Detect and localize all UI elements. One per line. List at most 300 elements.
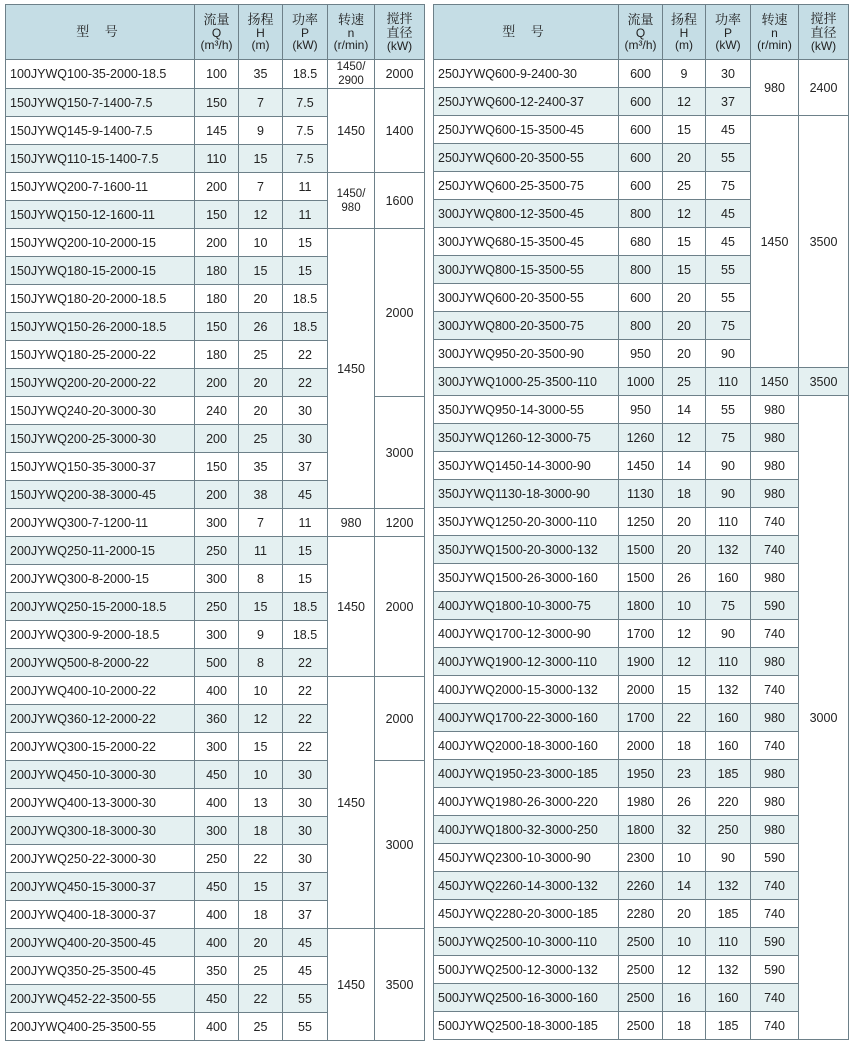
- cell-head: 20: [663, 900, 706, 928]
- cell-speed: 1450: [328, 929, 375, 1041]
- cell-model: 300JYWQ800-15-3500-55: [434, 256, 619, 284]
- cell-power: 90: [706, 340, 751, 368]
- cell-power: 37: [706, 88, 751, 116]
- table-row: [434, 116, 849, 144]
- cell-power: 15: [283, 565, 328, 593]
- cell-flow: 250: [195, 845, 239, 873]
- cell-model: 150JYWQ180-15-2000-15: [6, 257, 195, 285]
- cell-power: 7.5: [283, 117, 328, 145]
- cell-flow: 200: [195, 229, 239, 257]
- cell-model: 350JYWQ1500-26-3000-160: [434, 564, 619, 592]
- cell-model: 400JYWQ1700-12-3000-90: [434, 620, 619, 648]
- cell-model: 500JYWQ2500-18-3000-185: [434, 1012, 619, 1040]
- cell-flow: 1000: [619, 368, 663, 396]
- cell-power: 18.5: [283, 60, 328, 89]
- header-speed: 转速 n (r/min): [751, 5, 799, 60]
- cell-head: 15: [663, 256, 706, 284]
- cell-power: 110: [706, 648, 751, 676]
- cell-model: 350JYWQ1250-20-3000-110: [434, 508, 619, 536]
- cell-flow: 950: [619, 396, 663, 424]
- table-row: [434, 900, 849, 928]
- cell-flow: 800: [619, 200, 663, 228]
- cell-flow: 200: [195, 369, 239, 397]
- cell-power: 220: [706, 788, 751, 816]
- cell-model: 200JYWQ400-10-2000-22: [6, 677, 195, 705]
- cell-flow: 400: [195, 677, 239, 705]
- cell-flow: 150: [195, 313, 239, 341]
- cell-flow: 2300: [619, 844, 663, 872]
- cell-power: 55: [706, 396, 751, 424]
- table-row: [434, 60, 849, 88]
- table-row: [6, 509, 425, 537]
- cell-flow: 2260: [619, 872, 663, 900]
- table-row: [6, 537, 425, 565]
- cell-stirrer-diameter: 1600: [375, 173, 425, 229]
- cell-flow: 1260: [619, 424, 663, 452]
- cell-power: 11: [283, 173, 328, 201]
- table-row: [434, 508, 849, 536]
- cell-model: 400JYWQ1800-10-3000-75: [434, 592, 619, 620]
- cell-head: 12: [239, 201, 283, 229]
- table-row: [434, 592, 849, 620]
- cell-head: 32: [663, 816, 706, 844]
- cell-flow: 150: [195, 201, 239, 229]
- table-row: [434, 480, 849, 508]
- cell-power: 185: [706, 1012, 751, 1040]
- cell-stirrer-diameter: 3500: [799, 368, 849, 396]
- cell-power: 90: [706, 452, 751, 480]
- header-power: 功率 P (kW): [706, 5, 751, 60]
- table-header-row: [6, 5, 425, 60]
- cell-model: 100JYWQ100-35-2000-18.5: [6, 60, 195, 89]
- table-row: [434, 564, 849, 592]
- cell-model: 450JYWQ2280-20-3000-185: [434, 900, 619, 928]
- cell-flow: 150: [195, 89, 239, 117]
- cell-power: 55: [283, 985, 328, 1013]
- cell-power: 45: [706, 200, 751, 228]
- cell-flow: 400: [195, 1013, 239, 1041]
- cell-model: 250JYWQ600-20-3500-55: [434, 144, 619, 172]
- cell-speed: 1450: [328, 677, 375, 929]
- cell-model: 200JYWQ500-8-2000-22: [6, 649, 195, 677]
- cell-head: 35: [239, 453, 283, 481]
- cell-power: 30: [283, 817, 328, 845]
- cell-flow: 180: [195, 341, 239, 369]
- cell-stirrer-diameter: 2000: [375, 677, 425, 761]
- cell-model: 300JYWQ950-20-3500-90: [434, 340, 619, 368]
- cell-flow: 2500: [619, 1012, 663, 1040]
- cell-stirrer-diameter: 3000: [799, 396, 849, 1040]
- table-row: [434, 648, 849, 676]
- cell-model: 150JYWQ200-10-2000-15: [6, 229, 195, 257]
- cell-head: 18: [663, 480, 706, 508]
- cell-head: 15: [239, 145, 283, 173]
- cell-speed: 980: [751, 788, 799, 816]
- cell-speed: 590: [751, 844, 799, 872]
- cell-flow: 600: [619, 284, 663, 312]
- cell-head: 20: [663, 144, 706, 172]
- cell-stirrer-diameter: 1200: [375, 509, 425, 537]
- cell-head: 20: [663, 536, 706, 564]
- cell-head: 9: [239, 117, 283, 145]
- cell-speed: 1450/ 980: [328, 173, 375, 229]
- cell-model: 200JYWQ250-22-3000-30: [6, 845, 195, 873]
- cell-speed: 740: [751, 620, 799, 648]
- cell-head: 12: [663, 424, 706, 452]
- cell-power: 30: [283, 789, 328, 817]
- cell-head: 7: [239, 89, 283, 117]
- cell-model: 400JYWQ1980-26-3000-220: [434, 788, 619, 816]
- cell-model: 150JYWQ240-20-3000-30: [6, 397, 195, 425]
- cell-power: 132: [706, 676, 751, 704]
- table-row: [434, 760, 849, 788]
- cell-model: 150JYWQ150-35-3000-37: [6, 453, 195, 481]
- cell-model: 250JYWQ600-15-3500-45: [434, 116, 619, 144]
- cell-flow: 1250: [619, 508, 663, 536]
- cell-power: 185: [706, 760, 751, 788]
- header-flow: 流量 Q (m³/h): [619, 5, 663, 60]
- cell-flow: 300: [195, 733, 239, 761]
- cell-model: 300JYWQ800-20-3500-75: [434, 312, 619, 340]
- cell-speed: 740: [751, 1012, 799, 1040]
- cell-flow: 350: [195, 957, 239, 985]
- cell-flow: 400: [195, 901, 239, 929]
- cell-flow: 1980: [619, 788, 663, 816]
- cell-head: 12: [663, 200, 706, 228]
- cell-model: 350JYWQ1500-20-3000-132: [434, 536, 619, 564]
- table-row: [434, 1012, 849, 1040]
- cell-flow: 300: [195, 509, 239, 537]
- cell-power: 160: [706, 732, 751, 760]
- cell-power: 30: [283, 845, 328, 873]
- cell-head: 16: [663, 984, 706, 1012]
- cell-power: 11: [283, 509, 328, 537]
- table-row: [6, 60, 425, 89]
- cell-flow: 1450: [619, 452, 663, 480]
- cell-head: 9: [239, 621, 283, 649]
- cell-model: 500JYWQ2500-12-3000-132: [434, 956, 619, 984]
- cell-model: 200JYWQ250-15-2000-18.5: [6, 593, 195, 621]
- cell-head: 25: [239, 341, 283, 369]
- cell-flow: 1900: [619, 648, 663, 676]
- cell-flow: 200: [195, 481, 239, 509]
- cell-flow: 1500: [619, 564, 663, 592]
- cell-model: 150JYWQ110-15-1400-7.5: [6, 145, 195, 173]
- cell-model: 150JYWQ180-25-2000-22: [6, 341, 195, 369]
- cell-model: 300JYWQ680-15-3500-45: [434, 228, 619, 256]
- cell-power: 132: [706, 872, 751, 900]
- cell-flow: 250: [195, 537, 239, 565]
- cell-speed: 980: [751, 704, 799, 732]
- cell-model: 400JYWQ2000-18-3000-160: [434, 732, 619, 760]
- cell-flow: 300: [195, 621, 239, 649]
- cell-flow: 450: [195, 873, 239, 901]
- cell-power: 45: [283, 481, 328, 509]
- cell-power: 22: [283, 705, 328, 733]
- left-spec-table: [5, 4, 425, 1041]
- header-stirrer-diameter: 搅拌 直径 (kW): [375, 5, 425, 60]
- cell-power: 22: [283, 733, 328, 761]
- cell-speed: 1450: [328, 537, 375, 677]
- header-power: 功率 P (kW): [283, 5, 328, 60]
- cell-power: 37: [283, 901, 328, 929]
- cell-flow: 110: [195, 145, 239, 173]
- cell-flow: 400: [195, 929, 239, 957]
- table-header-row: [434, 5, 849, 60]
- cell-flow: 180: [195, 285, 239, 313]
- cell-power: 160: [706, 564, 751, 592]
- cell-model: 150JYWQ150-7-1400-7.5: [6, 89, 195, 117]
- table-row: [6, 89, 425, 117]
- cell-power: 250: [706, 816, 751, 844]
- cell-power: 7.5: [283, 89, 328, 117]
- cell-stirrer-diameter: 2000: [375, 537, 425, 677]
- cell-power: 90: [706, 480, 751, 508]
- cell-model: 200JYWQ300-8-2000-15: [6, 565, 195, 593]
- cell-head: 12: [663, 620, 706, 648]
- cell-power: 18.5: [283, 313, 328, 341]
- cell-power: 37: [283, 453, 328, 481]
- cell-flow: 1130: [619, 480, 663, 508]
- cell-flow: 1700: [619, 704, 663, 732]
- cell-flow: 300: [195, 565, 239, 593]
- cell-flow: 450: [195, 985, 239, 1013]
- table-row: [434, 704, 849, 732]
- cell-head: 35: [239, 60, 283, 89]
- cell-speed: 980: [751, 648, 799, 676]
- table-row: [434, 788, 849, 816]
- cell-model: 150JYWQ200-7-1600-11: [6, 173, 195, 201]
- cell-head: 22: [663, 704, 706, 732]
- cell-power: 90: [706, 620, 751, 648]
- cell-head: 12: [239, 705, 283, 733]
- cell-model: 500JYWQ2500-16-3000-160: [434, 984, 619, 1012]
- cell-head: 23: [663, 760, 706, 788]
- cell-model: 450JYWQ2260-14-3000-132: [434, 872, 619, 900]
- cell-stirrer-diameter: 2000: [375, 60, 425, 89]
- cell-flow: 250: [195, 593, 239, 621]
- cell-head: 25: [239, 957, 283, 985]
- cell-stirrer-diameter: 3500: [799, 116, 849, 368]
- cell-power: 22: [283, 341, 328, 369]
- table-row: [434, 844, 849, 872]
- cell-head: 26: [239, 313, 283, 341]
- cell-flow: 1500: [619, 536, 663, 564]
- cell-power: 75: [706, 312, 751, 340]
- cell-model: 200JYWQ400-25-3500-55: [6, 1013, 195, 1041]
- cell-speed: 1450: [751, 116, 799, 368]
- cell-power: 30: [283, 425, 328, 453]
- table-row: [6, 677, 425, 705]
- cell-speed: 980: [751, 480, 799, 508]
- cell-flow: 200: [195, 173, 239, 201]
- cell-power: 15: [283, 537, 328, 565]
- cell-power: 37: [283, 873, 328, 901]
- cell-model: 200JYWQ450-15-3000-37: [6, 873, 195, 901]
- cell-flow: 150: [195, 453, 239, 481]
- cell-model: 450JYWQ2300-10-3000-90: [434, 844, 619, 872]
- cell-stirrer-diameter: 3000: [375, 761, 425, 929]
- cell-model: 200JYWQ400-18-3000-37: [6, 901, 195, 929]
- cell-speed: 980: [328, 509, 375, 537]
- cell-model: 400JYWQ2000-15-3000-132: [434, 676, 619, 704]
- table-row: [434, 872, 849, 900]
- cell-speed: 980: [751, 816, 799, 844]
- cell-head: 10: [663, 592, 706, 620]
- cell-model: 200JYWQ360-12-2000-22: [6, 705, 195, 733]
- cell-power: 55: [706, 144, 751, 172]
- table-row: [434, 956, 849, 984]
- cell-flow: 100: [195, 60, 239, 89]
- header-model: 型 号: [6, 5, 195, 60]
- cell-flow: 400: [195, 789, 239, 817]
- cell-flow: 1950: [619, 760, 663, 788]
- cell-head: 10: [239, 761, 283, 789]
- cell-flow: 950: [619, 340, 663, 368]
- cell-speed: 740: [751, 676, 799, 704]
- cell-speed: 1450: [328, 89, 375, 173]
- cell-head: 13: [239, 789, 283, 817]
- cell-head: 15: [239, 593, 283, 621]
- cell-head: 20: [663, 508, 706, 536]
- cell-head: 7: [239, 173, 283, 201]
- cell-power: 15: [283, 257, 328, 285]
- cell-power: 75: [706, 172, 751, 200]
- cell-head: 9: [663, 60, 706, 88]
- cell-head: 12: [663, 88, 706, 116]
- cell-power: 11: [283, 201, 328, 229]
- cell-power: 110: [706, 368, 751, 396]
- cell-speed: 980: [751, 452, 799, 480]
- cell-head: 20: [239, 285, 283, 313]
- cell-speed: 740: [751, 508, 799, 536]
- cell-model: 250JYWQ600-12-2400-37: [434, 88, 619, 116]
- cell-model: 150JYWQ200-25-3000-30: [6, 425, 195, 453]
- cell-model: 150JYWQ200-20-2000-22: [6, 369, 195, 397]
- table-row: [434, 536, 849, 564]
- cell-head: 8: [239, 565, 283, 593]
- cell-head: 15: [239, 257, 283, 285]
- cell-head: 20: [663, 340, 706, 368]
- cell-head: 20: [663, 284, 706, 312]
- cell-speed: 590: [751, 928, 799, 956]
- cell-head: 18: [239, 817, 283, 845]
- cell-model: 150JYWQ150-26-2000-18.5: [6, 313, 195, 341]
- cell-head: 25: [663, 172, 706, 200]
- cell-model: 200JYWQ300-7-1200-11: [6, 509, 195, 537]
- cell-power: 75: [706, 424, 751, 452]
- cell-stirrer-diameter: 3500: [375, 929, 425, 1041]
- cell-model: 300JYWQ1000-25-3500-110: [434, 368, 619, 396]
- cell-head: 14: [663, 872, 706, 900]
- cell-head: 15: [239, 733, 283, 761]
- cell-stirrer-diameter: 3000: [375, 397, 425, 509]
- cell-head: 20: [239, 369, 283, 397]
- cell-model: 350JYWQ1260-12-3000-75: [434, 424, 619, 452]
- table-row: [434, 396, 849, 424]
- cell-power: 132: [706, 956, 751, 984]
- cell-head: 18: [239, 901, 283, 929]
- cell-flow: 2500: [619, 928, 663, 956]
- cell-power: 15: [283, 229, 328, 257]
- cell-head: 15: [239, 873, 283, 901]
- cell-flow: 2000: [619, 676, 663, 704]
- cell-flow: 600: [619, 144, 663, 172]
- cell-speed: 740: [751, 984, 799, 1012]
- table-row: [434, 368, 849, 396]
- cell-model: 200JYWQ250-11-2000-15: [6, 537, 195, 565]
- cell-power: 45: [283, 929, 328, 957]
- cell-speed: 980: [751, 564, 799, 592]
- cell-flow: 240: [195, 397, 239, 425]
- cell-stirrer-diameter: 2400: [799, 60, 849, 116]
- cell-flow: 500: [195, 649, 239, 677]
- cell-head: 18: [663, 732, 706, 760]
- cell-head: 12: [663, 956, 706, 984]
- cell-head: 22: [239, 845, 283, 873]
- cell-power: 132: [706, 536, 751, 564]
- cell-speed: 1450/ 2900: [328, 60, 375, 89]
- cell-power: 90: [706, 844, 751, 872]
- cell-head: 15: [663, 228, 706, 256]
- cell-speed: 980: [751, 396, 799, 424]
- table-row: [6, 229, 425, 257]
- cell-head: 26: [663, 564, 706, 592]
- cell-head: 10: [663, 844, 706, 872]
- cell-speed: 980: [751, 60, 799, 116]
- cell-flow: 800: [619, 312, 663, 340]
- cell-model: 250JYWQ600-9-2400-30: [434, 60, 619, 88]
- cell-power: 160: [706, 984, 751, 1012]
- cell-power: 185: [706, 900, 751, 928]
- cell-head: 22: [239, 985, 283, 1013]
- table-row: [6, 929, 425, 957]
- cell-head: 25: [239, 1013, 283, 1041]
- cell-head: 20: [239, 397, 283, 425]
- cell-model: 350JYWQ1450-14-3000-90: [434, 452, 619, 480]
- cell-flow: 180: [195, 257, 239, 285]
- table-row: [434, 424, 849, 452]
- cell-power: 22: [283, 369, 328, 397]
- cell-model: 400JYWQ1800-32-3000-250: [434, 816, 619, 844]
- cell-head: 25: [663, 368, 706, 396]
- cell-head: 15: [663, 116, 706, 144]
- cell-stirrer-diameter: 2000: [375, 229, 425, 397]
- cell-power: 45: [283, 957, 328, 985]
- cell-flow: 200: [195, 425, 239, 453]
- cell-flow: 1700: [619, 620, 663, 648]
- cell-speed: 590: [751, 956, 799, 984]
- table-row: [434, 984, 849, 1012]
- table-row: [434, 676, 849, 704]
- cell-head: 10: [239, 229, 283, 257]
- cell-flow: 360: [195, 705, 239, 733]
- cell-head: 12: [663, 648, 706, 676]
- cell-power: 55: [706, 284, 751, 312]
- cell-model: 500JYWQ2500-10-3000-110: [434, 928, 619, 956]
- table-row: [434, 928, 849, 956]
- table-row: [434, 816, 849, 844]
- cell-power: 160: [706, 704, 751, 732]
- cell-model: 300JYWQ800-12-3500-45: [434, 200, 619, 228]
- cell-power: 75: [706, 592, 751, 620]
- cell-head: 26: [663, 788, 706, 816]
- cell-power: 110: [706, 928, 751, 956]
- cell-flow: 300: [195, 817, 239, 845]
- cell-flow: 680: [619, 228, 663, 256]
- cell-head: 7: [239, 509, 283, 537]
- cell-model: 350JYWQ950-14-3000-55: [434, 396, 619, 424]
